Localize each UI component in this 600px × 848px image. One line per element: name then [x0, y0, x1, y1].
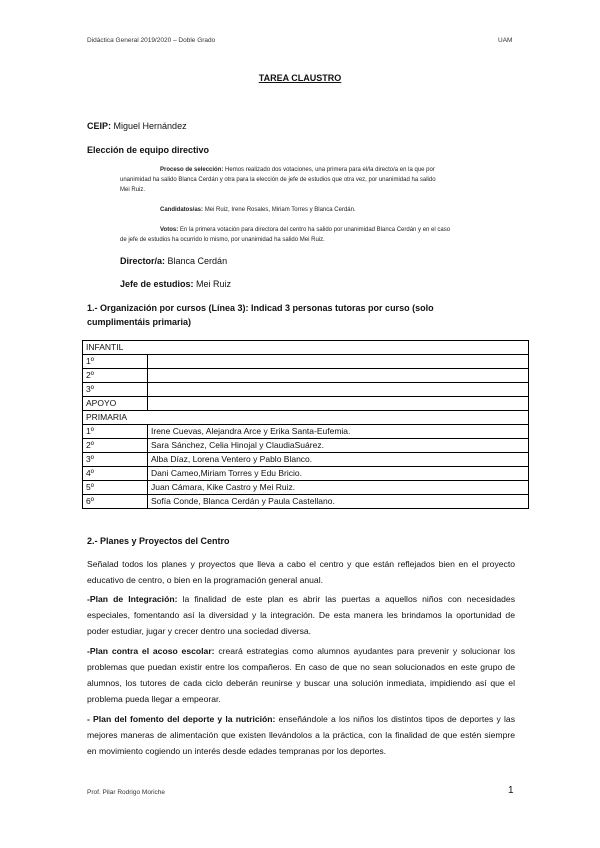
- table-row-primaria-header: [83, 411, 529, 425]
- votos-text-1: En la primera votación para directora del centro ha salido por unanimidad Blanca Cerdán y en el caso: [179, 227, 451, 233]
- curso-cell: 3º: [83, 453, 148, 467]
- tutores-cell: Alba Díaz, Lorena Ventero y Pablo Blanco.: [148, 453, 529, 467]
- candidatos-line: [160, 205, 520, 215]
- footer-author: Prof. Pilar Rodrigo Moriche: [87, 789, 166, 796]
- tutores-cell: Irene Cuevas, Alejandra Arce y Erika Santa-Eufemia.: [148, 425, 529, 439]
- table-row: [83, 481, 529, 495]
- ceip-line: [87, 121, 187, 131]
- page-title: TAREA CLAUSTRO: [258, 73, 342, 83]
- director-label: Director/a:: [120, 256, 166, 266]
- table-row: [83, 425, 529, 439]
- curso-cell: 2º: [83, 369, 148, 383]
- plan-deporte-text: enseñándole a los niños los distintos tipos de deportes y las mejores maneras de alimentación que existen llevándolos a la práctica, con la finalidad de que estén siempre en movimiento cogiendo un interés desde edades tempranas por los deportes.: [87, 714, 516, 756]
- votos-line1: [160, 225, 520, 235]
- ceip-label: CEIP:: [87, 121, 112, 131]
- plan-integracion-text: la finalidad de este plan es abrir las puertas a aquellos niños con necesidades especiales, fomentando así la diversidad y la integración. De esta manera les brindamos la oportunidad de poder estudiar, jugar y crecer dentro una sociedad diversa.: [87, 594, 516, 636]
- tutores-cell: [148, 383, 529, 397]
- tutores-cell: Juan Cámara, Kike Castro y Mei Ruiz.: [148, 481, 529, 495]
- votos-line2: de jefe de estudios ha ocurrido lo mismo, por unanimidad ha salido Mei Ruiz.: [120, 237, 325, 243]
- curso-cell: 3º: [83, 383, 148, 397]
- proceso-line2: unanimidad ha salido Blanca Cerdán y otra para la elección de jefe de estudios que otra vez, por unanimidad ha salido: [120, 177, 436, 183]
- plan-integracion-label: -Plan de Integración:: [87, 594, 178, 604]
- curso-cell: 1º: [83, 355, 148, 369]
- proceso-text-1: Hemos realizado dos votaciones, una primera para el/la directo/a en la que por: [225, 167, 435, 173]
- candidatos-value: Mei Ruiz, Irene Rosales, Miriam Torres y Blanca Cerdán.: [204, 207, 356, 213]
- eleccion-heading: Elección de equipo directivo: [87, 145, 210, 155]
- curso-cell: 2º: [83, 439, 148, 453]
- plan-acoso-text: creará estrategias como alumnos ayudantes para prevenir y solucionar los problemas que puedan existir entre los compañeros. En caso de que no sean solucionados en este grupo de alumnos, los tutores de cada ciclo deberán reunirse y buscar una solución inmediata, impidiendo así que el problema pueda llegar a empeorar.: [87, 646, 515, 704]
- plan-acoso-label: -Plan contra el acoso escolar:: [87, 646, 215, 656]
- table-row-apoyo: [83, 397, 529, 411]
- plan-deporte-paragraph: [87, 711, 515, 759]
- table-row: [83, 369, 529, 383]
- tutores-cell: Sofía Conde, Blanca Cerdán y Paula Castellano.: [148, 495, 529, 509]
- candidatos-label: Candidatos/as:: [160, 207, 204, 213]
- table-row: [83, 439, 529, 453]
- table-row: [83, 355, 529, 369]
- jefe-label: Jefe de estudios:: [120, 279, 194, 289]
- table-row: [83, 495, 529, 509]
- apoyo-cell: [148, 397, 529, 411]
- table-row: [83, 467, 529, 481]
- page-number: 1: [508, 785, 514, 796]
- table-row-infantil-header: [83, 341, 529, 355]
- proceso-label: Proceso de selección:: [160, 167, 224, 173]
- tutores-cell: Dani Cameo,Miriam Torres y Edu Bricio.: [148, 467, 529, 481]
- ceip-value: Miguel Hernández: [113, 121, 187, 131]
- votos-label: Votos:: [160, 227, 179, 233]
- plan-acoso-paragraph: [87, 643, 515, 707]
- jefe-line: [120, 279, 231, 289]
- table-row: [83, 383, 529, 397]
- tutores-table: [82, 340, 529, 509]
- tutores-cell: [148, 369, 529, 383]
- primaria-label: PRIMARIA: [83, 411, 529, 425]
- tutores-cell: Sara Sánchez, Celia Hinojal y ClaudiaSuárez.: [148, 439, 529, 453]
- apoyo-label: APOYO: [83, 397, 148, 411]
- director-value: Blanca Cerdán: [167, 256, 228, 266]
- proceso-line1: [160, 165, 520, 175]
- section1-line2: cumplimentáis primaria): [87, 317, 192, 327]
- infantil-label: INFANTIL: [83, 341, 529, 355]
- section2-heading: 2.- Planes y Proyectos del Centro: [87, 536, 230, 546]
- jefe-value: Mei Ruiz: [196, 279, 232, 289]
- curso-cell: 5º: [83, 481, 148, 495]
- header-university: UAM: [498, 37, 513, 44]
- curso-cell: 6º: [83, 495, 148, 509]
- proceso-line3: Mei Ruiz.: [120, 187, 146, 193]
- section1-line1: 1.- Organización por cursos (Línea 3): Indicad 3 personas tutoras por curso (solo: [87, 303, 434, 313]
- plan-deporte-label: - Plan del fomento del deporte y la nutrición:: [87, 714, 276, 724]
- director-line: [120, 256, 227, 266]
- section1-heading: [87, 301, 527, 329]
- table-row: [83, 453, 529, 467]
- curso-cell: 4º: [83, 467, 148, 481]
- curso-cell: 1º: [83, 425, 148, 439]
- header-course: Didáctica General 2019/2020 – Doble Grado: [87, 37, 216, 44]
- plan-integracion-paragraph: [87, 591, 515, 639]
- intro-paragraph: Señalad todos los planes y proyectos que lleva a cabo el centro y que están reflejados bien en el proyecto educativo de centro, o bien en la programación general anual.: [87, 559, 515, 585]
- tutores-cell: [148, 355, 529, 369]
